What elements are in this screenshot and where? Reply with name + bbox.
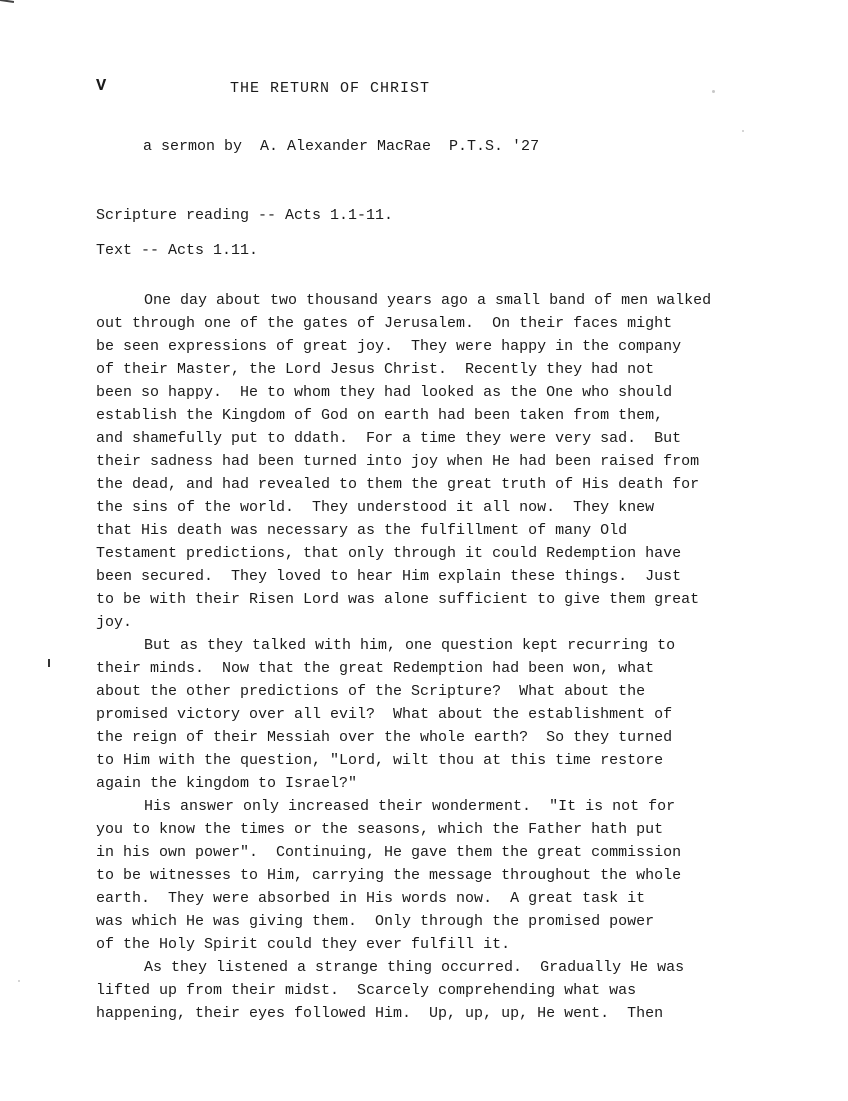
body-line: their minds. Now that the great Redemption had been won, what xyxy=(96,660,655,677)
body-line: establish the Kingdom of God on earth had been taken from them, xyxy=(96,407,664,424)
text-reference: Text -- Acts 1.11. xyxy=(96,242,259,259)
body-line: to be with their Risen Lord was alone sufficient to give them great xyxy=(96,591,700,608)
paper-speck xyxy=(712,90,715,93)
body-line: lifted up from their midst. Scarcely comprehending what was xyxy=(96,982,637,999)
body-line: Testament predictions, that only through it could Redemption have xyxy=(96,545,682,562)
body-line: of their Master, the Lord Jesus Christ. Recently they had not xyxy=(96,361,655,378)
paper-speck xyxy=(742,130,744,132)
body-line: promised victory over all evil? What about the establishment of xyxy=(96,706,673,723)
body-line: But as they talked with him, one question kept recurring to xyxy=(144,637,676,654)
page-corner-mark xyxy=(0,0,14,3)
body-line: and shamefully put to ddath. For a time they were very sad. But xyxy=(96,430,682,447)
body-line: was which He was giving them. Only through the promised power xyxy=(96,913,655,930)
body-line: been so happy. He to whom they had looked as the One who should xyxy=(96,384,673,401)
margin-check-mark: V xyxy=(96,77,107,96)
body-line: As they listened a strange thing occurred. Gradually He was xyxy=(144,959,685,976)
body-line: in his own power". Continuing, He gave them the great commission xyxy=(96,844,682,861)
sermon-body xyxy=(96,289,736,1025)
body-line: of the Holy Spirit could they ever fulfill it. xyxy=(96,936,511,953)
body-line: the sins of the world. They understood it all now. They knew xyxy=(96,499,655,516)
body-line: that His death was necessary as the fulfillment of many Old xyxy=(96,522,628,539)
paper-speck xyxy=(18,980,20,982)
body-line: you to know the times or the seasons, which the Father hath put xyxy=(96,821,664,838)
scripture-reading: Scripture reading -- Acts 1.1-11. xyxy=(96,207,394,224)
body-line: the reign of their Messiah over the whole earth? So they turned xyxy=(96,729,673,746)
body-line: earth. They were absorbed in His words now. A great task it xyxy=(96,890,646,907)
body-line: again the kingdom to Israel?" xyxy=(96,775,358,792)
body-line: about the other predictions of the Scripture? What about the xyxy=(96,683,646,700)
margin-tick xyxy=(48,659,50,667)
body-line: to Him with the question, "Lord, wilt thou at this time restore xyxy=(96,752,664,769)
sermon-byline: a sermon by A. Alexander MacRae P.T.S. '27 xyxy=(143,138,540,155)
body-line: happening, their eyes followed Him. Up, up, up, He went. Then xyxy=(96,1005,664,1022)
body-line: joy. xyxy=(96,614,133,631)
body-line: His answer only increased their wonderment. "It is not for xyxy=(144,798,676,815)
body-line: be seen expressions of great joy. They were happy in the company xyxy=(96,338,682,355)
body-line: out through one of the gates of Jerusalem. On their faces might xyxy=(96,315,673,332)
body-line: been secured. They loved to hear Him explain these things. Just xyxy=(96,568,682,585)
body-line: One day about two thousand years ago a small band of men walked xyxy=(144,292,712,309)
body-line: their sadness had been turned into joy when He had been raised from xyxy=(96,453,700,470)
sermon-title: THE RETURN OF CHRIST xyxy=(230,80,431,97)
body-line: to be witnesses to Him, carrying the message throughout the whole xyxy=(96,867,682,884)
body-line: the dead, and had revealed to them the great truth of His death for xyxy=(96,476,700,493)
